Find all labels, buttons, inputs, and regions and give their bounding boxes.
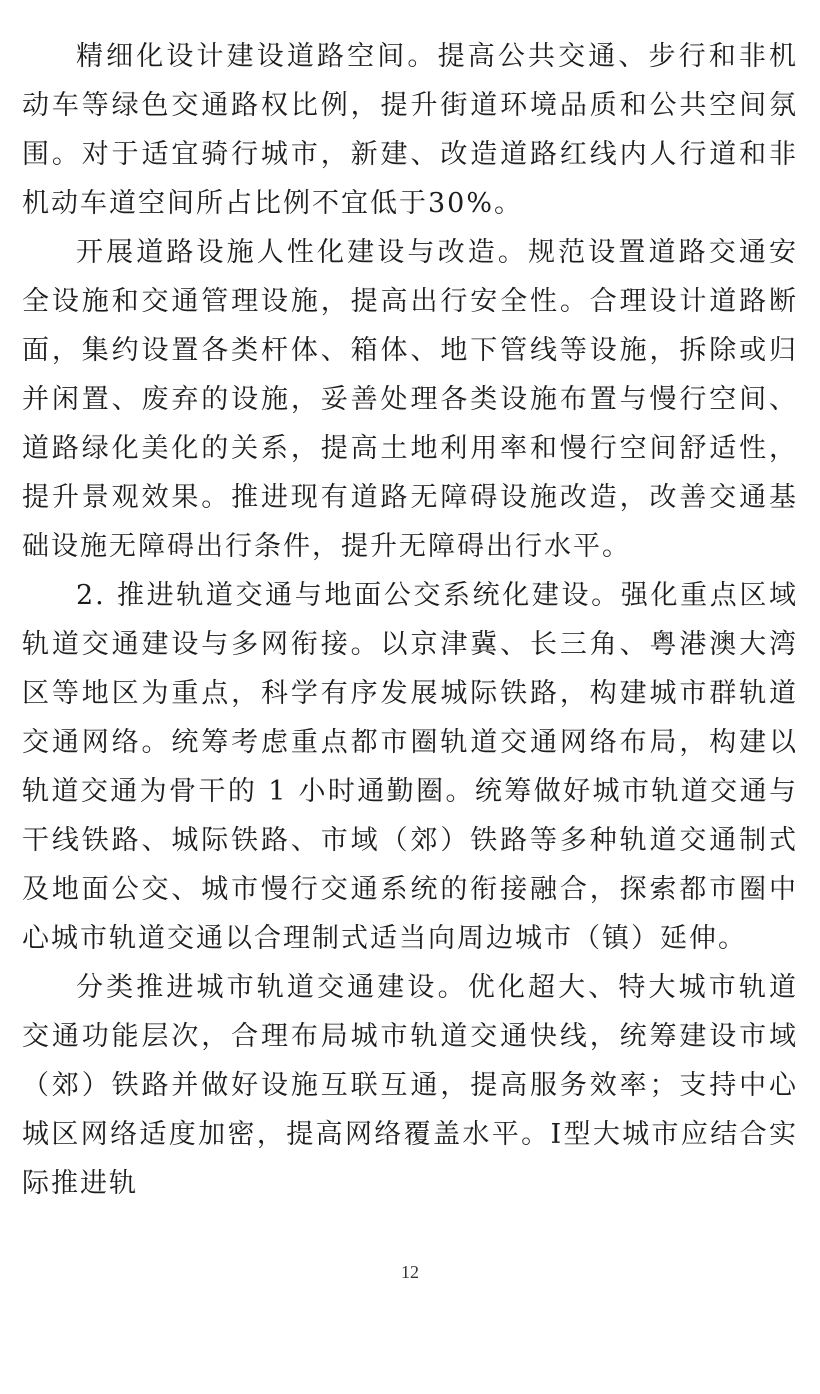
document-body	[22, 32, 798, 1208]
paragraph-rail-transit-construction: 分类推进城市轨道交通建设。优化超大、特大城市轨道交通功能层次，合理布局城市轨道交通快线，统筹建设市域（郊）铁路并做好设施互联互通，提高服务效率；支持中心城区网络适度加密，提高网络覆盖水平。I型大城市应结合实际推进轨	[22, 972, 798, 1199]
paragraph-rail-transit-integration: 2. 推进轨道交通与地面公交系统化建设。强化重点区域轨道交通建设与多网衔接。以京津冀、长三角、粤港澳大湾区等地区为重点，科学有序发展城际铁路，构建城市群轨道交通网络。统筹考虑重点都市圈轨道交通网络布局，构建以轨道交通为骨干的 1 小时通勤圈。统筹做好城市轨道交通与干线铁路、城际铁路、市域（郊）铁路等多种轨道交通制式及地面公交、城市慢行交通系统的衔接融合，探索都市圈中心城市轨道交通以合理制式适当向周边城市（镇）延伸。	[22, 580, 798, 954]
paragraph-road-facilities: 开展道路设施人性化建设与改造。规范设置道路交通安全设施和交通管理设施，提高出行安全性。合理设计道路断面，集约设置各类杆体、箱体、地下管线等设施，拆除或归并闲置、废弃的设施，妥善处理各类设施布置与慢行空间、道路绿化美化的关系，提高土地利用率和慢行空间舒适性，提升景观效果。推进现有道路无障碍设施改造，改善交通基础设施无障碍出行条件，提升无障碍出行水平。	[22, 237, 798, 562]
paragraph-road-space-design: 精细化设计建设道路空间。提高公共交通、步行和非机动车等绿色交通路权比例，提升街道环境品质和公共空间氛围。对于适宜骑行城市，新建、改造道路红线内人行道和非机动车道空间所占比例不宜低于30%。	[22, 41, 798, 219]
page-number: 12	[401, 1262, 419, 1282]
